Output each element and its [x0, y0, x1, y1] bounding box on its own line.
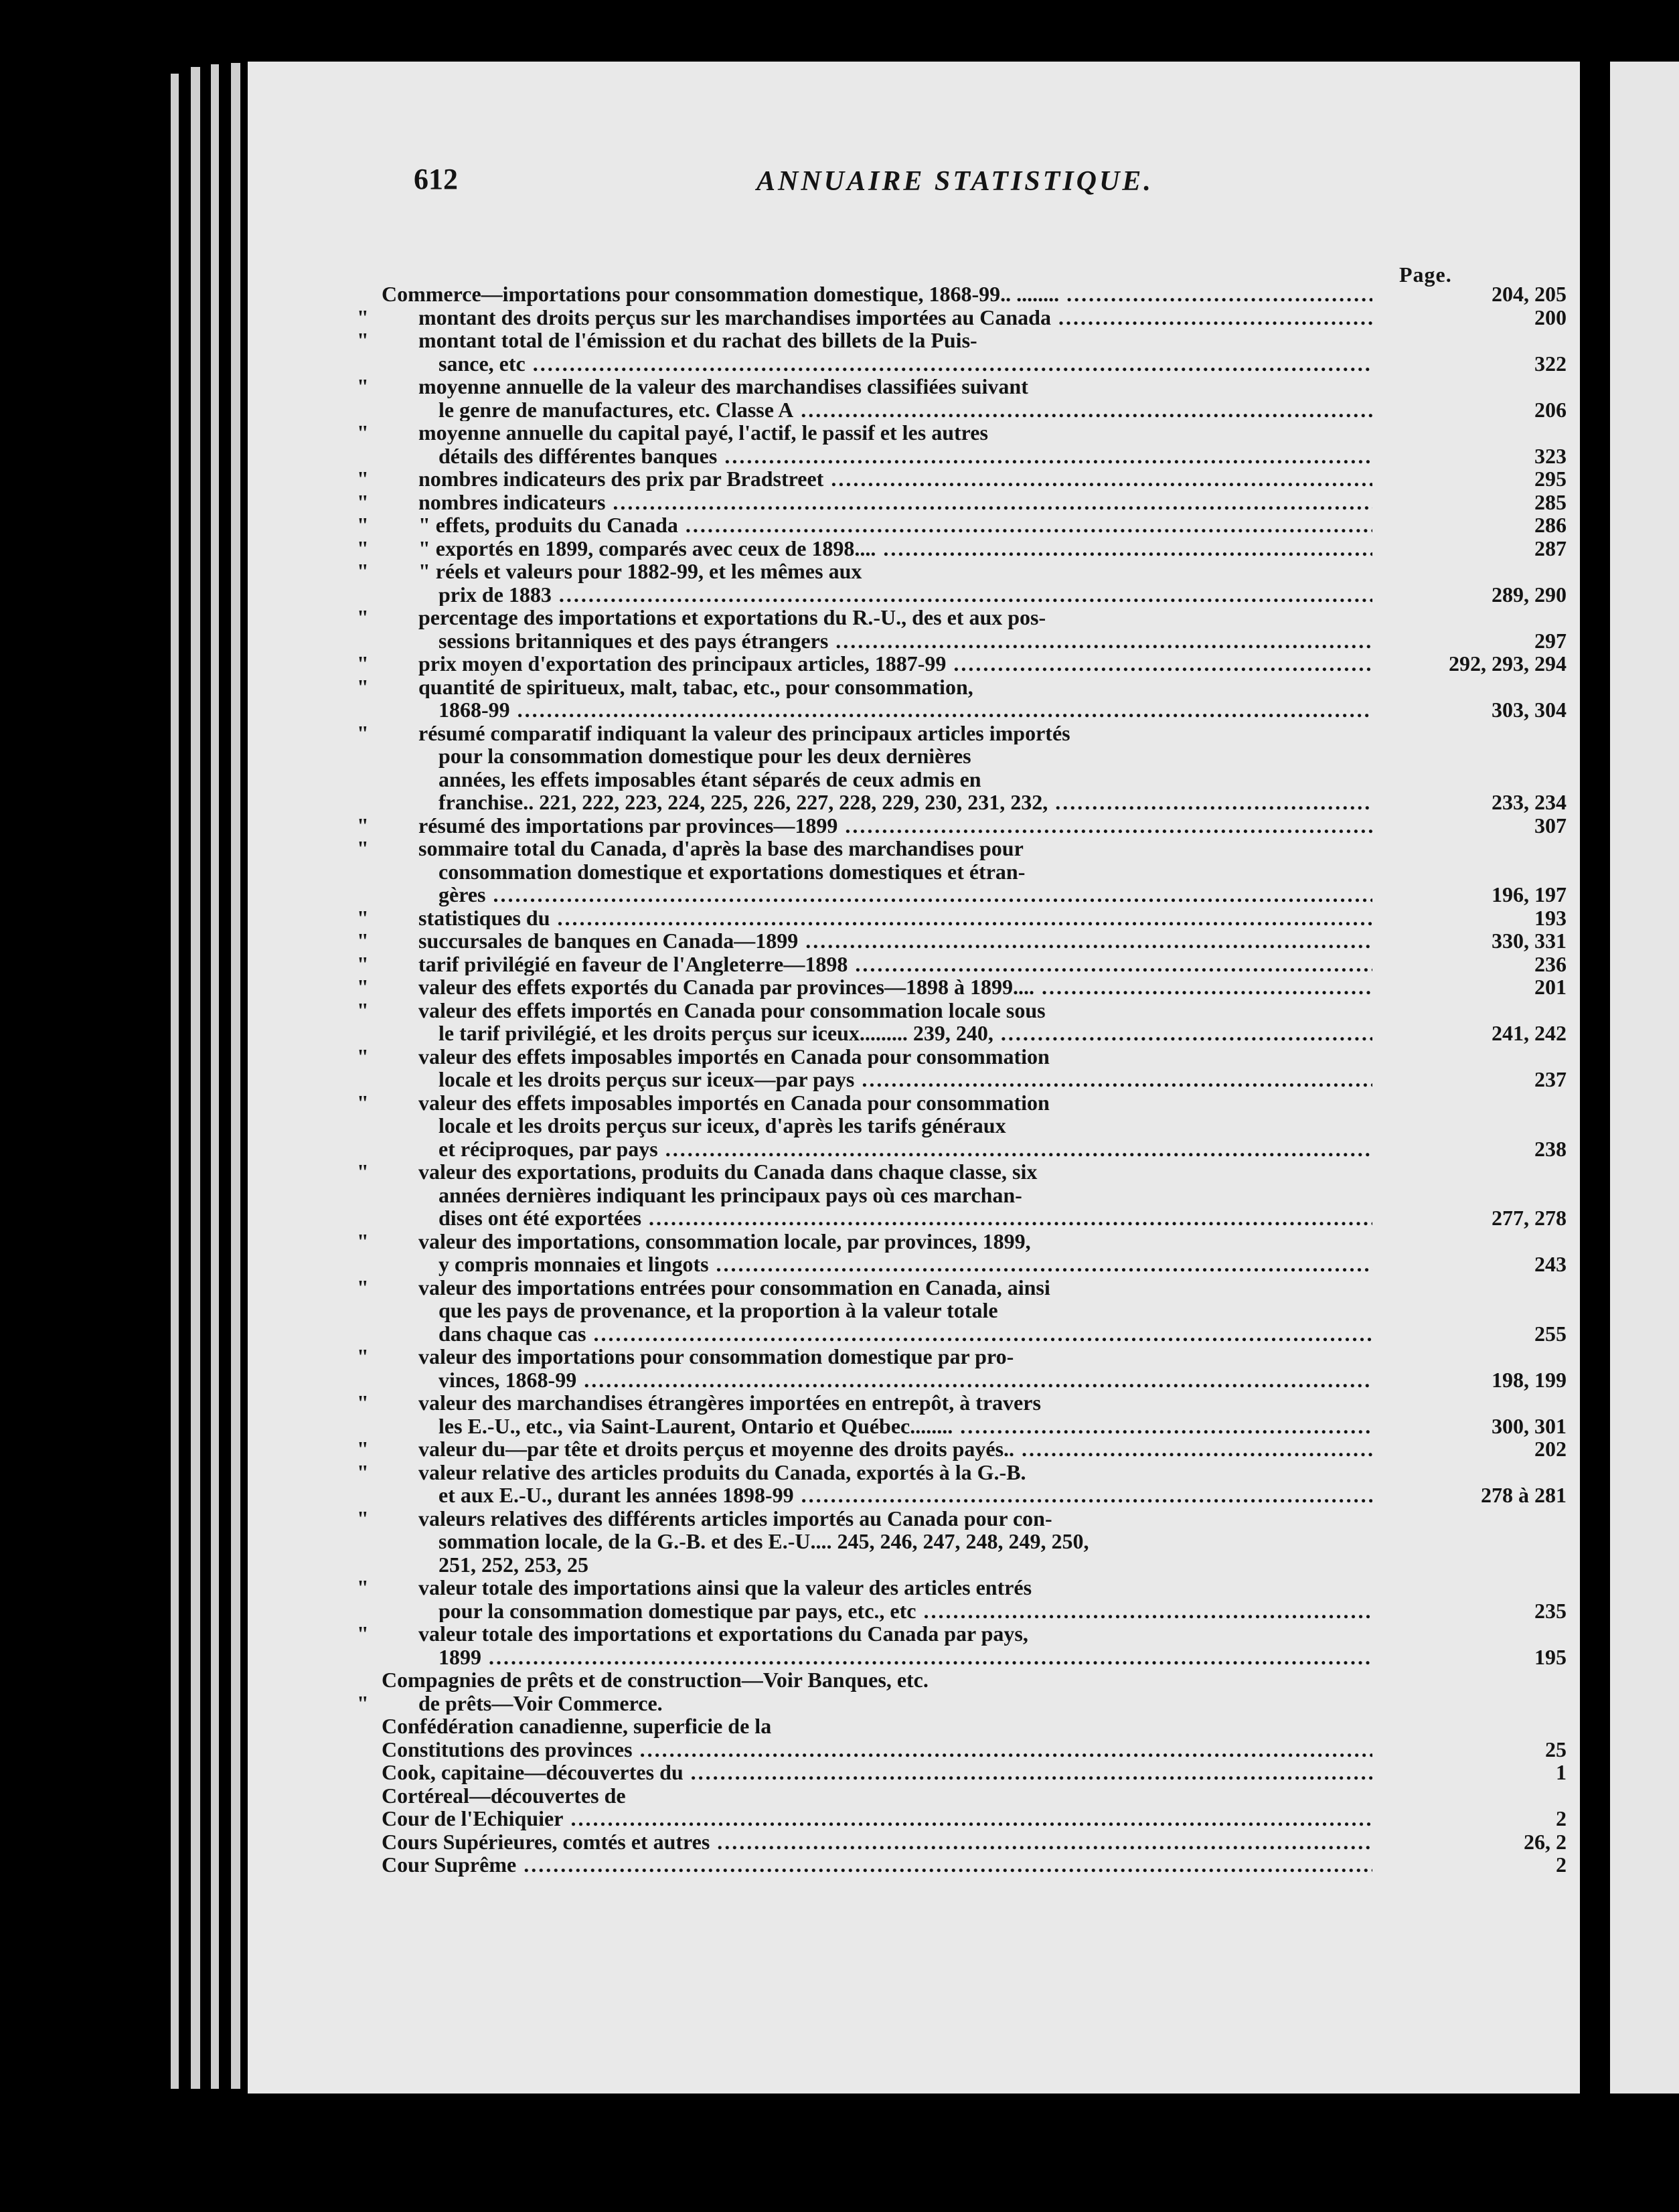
- page-reference: 243: [1530, 1253, 1567, 1276]
- ditto-mark: ": [357, 1437, 369, 1461]
- entry-text-line: et réciproques, par pays .....: [248, 1137, 1372, 1161]
- ditto-mark: ": [357, 1090, 369, 1115]
- page-reference: 323: [1530, 445, 1567, 468]
- index-entry: [248, 1668, 1580, 1692]
- entry-text-line: Cortéreal—découvertes de: [382, 1784, 626, 1807]
- page-reference: 1: [1552, 1761, 1567, 1784]
- entry-text-line: montant des droits perçus sur les marchandises importées au Canada .....: [248, 306, 1372, 329]
- entry-text-line: que les pays de provenance, et la proportion à la valeur totale: [438, 1299, 998, 1322]
- page-reference: 195: [1530, 1646, 1567, 1669]
- ditto-mark: ": [357, 536, 369, 560]
- page-reference: 330, 331: [1488, 929, 1567, 953]
- ditto-mark: ": [357, 651, 369, 676]
- index-entry: [248, 1276, 1580, 1346]
- entry-text-line: locale et les droits perçus sur iceux, d'après les tarifs généraux: [438, 1114, 1006, 1137]
- index-entry: [248, 906, 1580, 930]
- ditto-mark: ": [357, 605, 369, 629]
- entry-text-line: Constitutions des provinces .....: [248, 1738, 1372, 1761]
- page-reference: 2: [1552, 1807, 1567, 1830]
- ditto-mark: ": [357, 420, 369, 445]
- index-entry: [248, 283, 1580, 306]
- entry-text-line: " exportés en 1899, comparés avec ceux de 1898.... .....: [248, 537, 1372, 560]
- index-entry: [248, 1461, 1580, 1507]
- entry-text-line: " effets, produits du Canada .....: [248, 514, 1372, 537]
- ditto-mark: ": [357, 513, 369, 537]
- index-entry: [248, 1784, 1580, 1808]
- running-title: ANNUAIRE STATISTIQUE.: [756, 166, 1153, 197]
- ditto-mark: ": [357, 975, 369, 999]
- index-entry: [248, 1807, 1580, 1830]
- index-entry: [248, 606, 1580, 652]
- entry-text-line: le genre de manufactures, etc. Classe A .....: [248, 398, 1372, 422]
- entry-text-line: tarif privilégié en faveur de l'Angleterre—1898 .....: [248, 953, 1372, 976]
- index-entry: [248, 1507, 1580, 1577]
- entry-text-line: valeur des importations pour consommation domestique par pro-: [418, 1345, 1014, 1368]
- entry-text-line: pour la consommation domestique par pays, etc., etc .....: [248, 1599, 1372, 1623]
- entry-text-line: valeur du—par tête et droits perçus et moyenne des droits payés.. .....: [248, 1437, 1372, 1461]
- page-reference: 292, 293, 294: [1445, 652, 1567, 676]
- entry-text-line: les E.-U., etc., via Saint-Laurent, Ontario et Québec........ .....: [248, 1415, 1372, 1438]
- entry-text-line: valeurs relatives des différents articles importés au Canada pour con-: [418, 1506, 1052, 1530]
- entry-text-line: Cour Suprême .....: [248, 1853, 1372, 1877]
- page-reference: 201: [1530, 975, 1567, 999]
- page-reference: 196, 197: [1488, 883, 1567, 906]
- index-entry: [248, 1738, 1580, 1761]
- entry-text-line: valeur des importations entrées pour consommation en Canada, ainsi: [418, 1275, 1050, 1299]
- index-entry: [248, 953, 1580, 976]
- entry-text-line: valeur des importations, consommation locale, par provinces, 1899,: [418, 1229, 1031, 1253]
- index-entry: [248, 1391, 1580, 1437]
- index-entry: [248, 1230, 1580, 1276]
- entry-text-line: pour la consommation domestique pour les deux dernières: [438, 744, 971, 768]
- index-entry: [248, 1853, 1580, 1877]
- stacked-page-edges: [171, 74, 179, 2089]
- entry-text-line: statistiques du .....: [248, 906, 1372, 930]
- ditto-mark: ": [357, 929, 369, 953]
- stacked-page-edges: [191, 67, 200, 2089]
- page-reference: 241, 242: [1488, 1022, 1567, 1045]
- ditto-mark: ": [357, 1275, 369, 1299]
- entry-text-line: années, les effets imposables étant séparés de ceux admis en: [438, 767, 981, 791]
- ditto-mark: ": [357, 1044, 369, 1069]
- ditto-mark: ": [357, 328, 369, 352]
- index-entry: [248, 975, 1580, 999]
- page-reference: 193: [1530, 906, 1567, 930]
- ditto-mark: ": [357, 998, 369, 1022]
- index-entry: [248, 837, 1580, 906]
- entry-text-line: locale et les droits perçus sur iceux—par pays .....: [248, 1068, 1372, 1091]
- entry-text-line: valeur totale des importations ainsi que la valeur des articles entrés: [418, 1576, 1032, 1599]
- index-entry: [248, 676, 1580, 722]
- entry-text-line: Confédération canadienne, superficie de la: [382, 1715, 772, 1738]
- entry-text-line: dises ont été exportées .....: [248, 1206, 1372, 1230]
- entry-text-line: y compris monnaies et lingots .....: [248, 1253, 1372, 1276]
- page-reference: 255: [1530, 1322, 1567, 1346]
- ditto-mark: ": [357, 1391, 369, 1415]
- entry-text-line: quantité de spiritueux, malt, tabac, etc., pour consommation,: [418, 675, 973, 698]
- page-reference: 25: [1541, 1738, 1567, 1761]
- entry-text-line: succursales de banques en Canada—1899 .....: [248, 929, 1372, 953]
- entry-text-line: dans chaque cas .....: [248, 1322, 1372, 1346]
- index-entry: [248, 1576, 1580, 1622]
- entry-text-line: sommaire total du Canada, d'après la base des marchandises pour: [418, 837, 1024, 860]
- page-reference: 286: [1530, 514, 1567, 537]
- page-reference: 235: [1530, 1599, 1567, 1623]
- entry-text-line: valeur des effets imposables importés en Canada pour consommation: [418, 1044, 1050, 1068]
- index-entry: [248, 1761, 1580, 1784]
- page-reference: 289, 290: [1488, 583, 1567, 607]
- page-reference: 200: [1530, 306, 1567, 329]
- page-reference: 204, 205: [1488, 283, 1567, 306]
- index-entry: [248, 1437, 1580, 1461]
- ditto-mark: ": [357, 1229, 369, 1253]
- entry-text-line: 1868-99 .....: [248, 698, 1372, 722]
- index-entry: [248, 814, 1580, 838]
- ditto-mark: ": [357, 813, 369, 838]
- ditto-mark: ": [357, 1459, 369, 1484]
- page-reference: 285: [1530, 491, 1567, 514]
- index-entry: [248, 1091, 1580, 1161]
- index-entry: [248, 375, 1580, 421]
- entry-text-line: valeur des effets importés en Canada pour consommation locale sous: [418, 998, 1046, 1022]
- index-entry: [248, 1830, 1580, 1854]
- ditto-mark: ": [357, 1690, 369, 1715]
- page-reference: 287: [1530, 537, 1567, 560]
- entry-text-line: sessions britanniques et des pays étrangers .....: [248, 629, 1372, 653]
- ditto-mark: ": [357, 1160, 369, 1184]
- entry-text-line: sance, etc .....: [248, 352, 1372, 376]
- entry-text-line: " réels et valeurs pour 1882-99, et les mêmes aux: [418, 560, 862, 583]
- page-reference: 238: [1530, 1137, 1567, 1161]
- ditto-mark: ": [357, 489, 369, 514]
- entry-text-line: nombres indicateurs .....: [248, 491, 1372, 514]
- ditto-mark: ": [357, 1622, 369, 1646]
- entry-text-line: résumé des importations par provinces—1899 .....: [248, 814, 1372, 838]
- ditto-mark: ": [357, 905, 369, 930]
- index-entry: [248, 1715, 1580, 1738]
- entry-text-line: prix de 1883 .....: [248, 583, 1372, 607]
- index-entry: [248, 1692, 1580, 1715]
- entry-text-line: sommation locale, de la G.-B. et des E.-U.... 245, 246, 247, 248, 249, 250,: [438, 1530, 1089, 1553]
- stacked-page-edges: [211, 64, 219, 2089]
- page-reference: 202: [1530, 1437, 1567, 1461]
- index-entry: [248, 467, 1580, 491]
- ditto-mark: ": [357, 720, 369, 745]
- entry-text-line: détails des différentes banques .....: [248, 445, 1372, 468]
- page-number: 612: [414, 163, 458, 195]
- index-entry: [248, 329, 1580, 375]
- page-reference: 295: [1530, 467, 1567, 491]
- entry-text-line: Commerce—importations pour consommation domestique, 1868-99.. ........ .....: [248, 283, 1372, 306]
- ditto-mark: ": [357, 1575, 369, 1599]
- index-entry: [248, 1622, 1580, 1668]
- entry-text-line: moyenne annuelle du capital payé, l'actif, le passif et les autres: [418, 421, 988, 445]
- page-reference: 236: [1530, 953, 1567, 976]
- page-reference: 2: [1552, 1853, 1567, 1877]
- index-entry: [248, 537, 1580, 560]
- entry-text-line: prix moyen d'exportation des principaux articles, 1887-99 .....: [248, 652, 1372, 676]
- page-reference: 206: [1530, 398, 1567, 422]
- index-entry: [248, 514, 1580, 537]
- index-entry: [248, 999, 1580, 1045]
- entry-text-line: 251, 252, 253, 25: [438, 1553, 588, 1576]
- entry-text-line: 1899 .....: [248, 1646, 1372, 1669]
- facing-page-edge: [1610, 62, 1679, 2094]
- entry-text-line: résumé comparatif indiquant la valeur des principaux articles importés: [418, 721, 1070, 744]
- page-column-header: Page.: [1399, 262, 1452, 287]
- ditto-mark: ": [357, 951, 369, 976]
- index-entry: [248, 652, 1580, 676]
- index-entry: [248, 722, 1580, 814]
- index-entry: [248, 491, 1580, 514]
- entry-text-line: valeur totale des importations et exportations du Canada par pays,: [418, 1622, 1028, 1646]
- index-entry: [248, 421, 1580, 467]
- ditto-mark: ": [357, 305, 369, 329]
- page-reference: 303, 304: [1488, 698, 1567, 722]
- page-reference: 297: [1530, 629, 1567, 653]
- page-reference: 322: [1530, 352, 1567, 376]
- page-reference: 277, 278: [1488, 1206, 1567, 1230]
- entry-text-line: montant total de l'émission et du rachat des billets de la Puis-: [418, 329, 977, 352]
- ditto-mark: ": [357, 674, 369, 699]
- entry-text-line: gères .....: [248, 883, 1372, 906]
- page-reference: 278 à 281: [1477, 1484, 1567, 1507]
- entry-text-line: valeur des effets exportés du Canada par provinces—1898 à 1899.... .....: [248, 975, 1372, 999]
- entry-text-line: et aux E.-U., durant les années 1898-99 .....: [248, 1484, 1372, 1507]
- entry-text-line: moyenne annuelle de la valeur des marchandises classifiées suivant: [418, 375, 1028, 398]
- entry-text-line: vinces, 1868-99 .....: [248, 1368, 1372, 1392]
- stacked-page-edges: [231, 63, 240, 2089]
- page-reference: 26, 2: [1520, 1830, 1567, 1854]
- ditto-mark: ": [357, 467, 369, 491]
- index-entry: [248, 306, 1580, 329]
- ditto-mark: ": [357, 1506, 369, 1530]
- index-entry: [248, 1345, 1580, 1391]
- entry-text-line: valeur des exportations, produits du Canada dans chaque classe, six: [418, 1160, 1038, 1184]
- ditto-mark: ": [357, 374, 369, 398]
- page-reference: 237: [1530, 1068, 1567, 1091]
- index-entry: [248, 1160, 1580, 1230]
- entry-text-line: de prêts—Voir Commerce.: [418, 1691, 663, 1715]
- index-entry: [248, 560, 1580, 606]
- page-reference: 233, 234: [1488, 791, 1567, 814]
- entry-text-line: valeur des effets imposables importés en Canada pour consommation: [418, 1091, 1050, 1114]
- entry-text-line: valeur des marchandises étrangères importées en entrepôt, à travers: [418, 1391, 1041, 1415]
- entry-text-line: Cours Supérieures, comtés et autres .....: [248, 1830, 1372, 1854]
- entry-text-line: franchise.. 221, 222, 223, 224, 225, 226, 227, 228, 229, 230, 231, 232, .....: [248, 791, 1372, 814]
- ditto-mark: ": [357, 836, 369, 860]
- page-reference: 300, 301: [1488, 1415, 1567, 1438]
- entry-text-line: valeur relative des articles produits du Canada, exportés à la G.-B.: [418, 1460, 1026, 1484]
- entry-text-line: le tarif privilégié, et les droits perçus sur iceux......... 239, 240, .....: [248, 1022, 1372, 1045]
- index-entry: [248, 1045, 1580, 1091]
- ditto-mark: ": [357, 559, 369, 583]
- page-reference: 198, 199: [1488, 1368, 1567, 1392]
- entry-text-line: Cour de l'Echiquier .....: [248, 1807, 1372, 1830]
- entry-text-line: années dernières indiquant les principaux pays où ces marchan-: [438, 1183, 1022, 1206]
- page-reference: 307: [1530, 814, 1567, 838]
- book-page: [248, 62, 1580, 2094]
- index-entry: [248, 929, 1580, 953]
- index-entries: [248, 283, 1580, 1877]
- entry-text-line: Compagnies de prêts et de construction—Voir Banques, etc.: [382, 1668, 929, 1692]
- entry-text-line: percentage des importations et exportations du R.-U., des et aux pos-: [418, 606, 1046, 629]
- ditto-mark: ": [357, 1344, 369, 1368]
- entry-text-line: nombres indicateurs des prix par Bradstreet .....: [248, 467, 1372, 491]
- entry-text-line: Cook, capitaine—découvertes du .....: [248, 1761, 1372, 1784]
- entry-text-line: consommation domestique et exportations domestiques et étran-: [438, 860, 1026, 883]
